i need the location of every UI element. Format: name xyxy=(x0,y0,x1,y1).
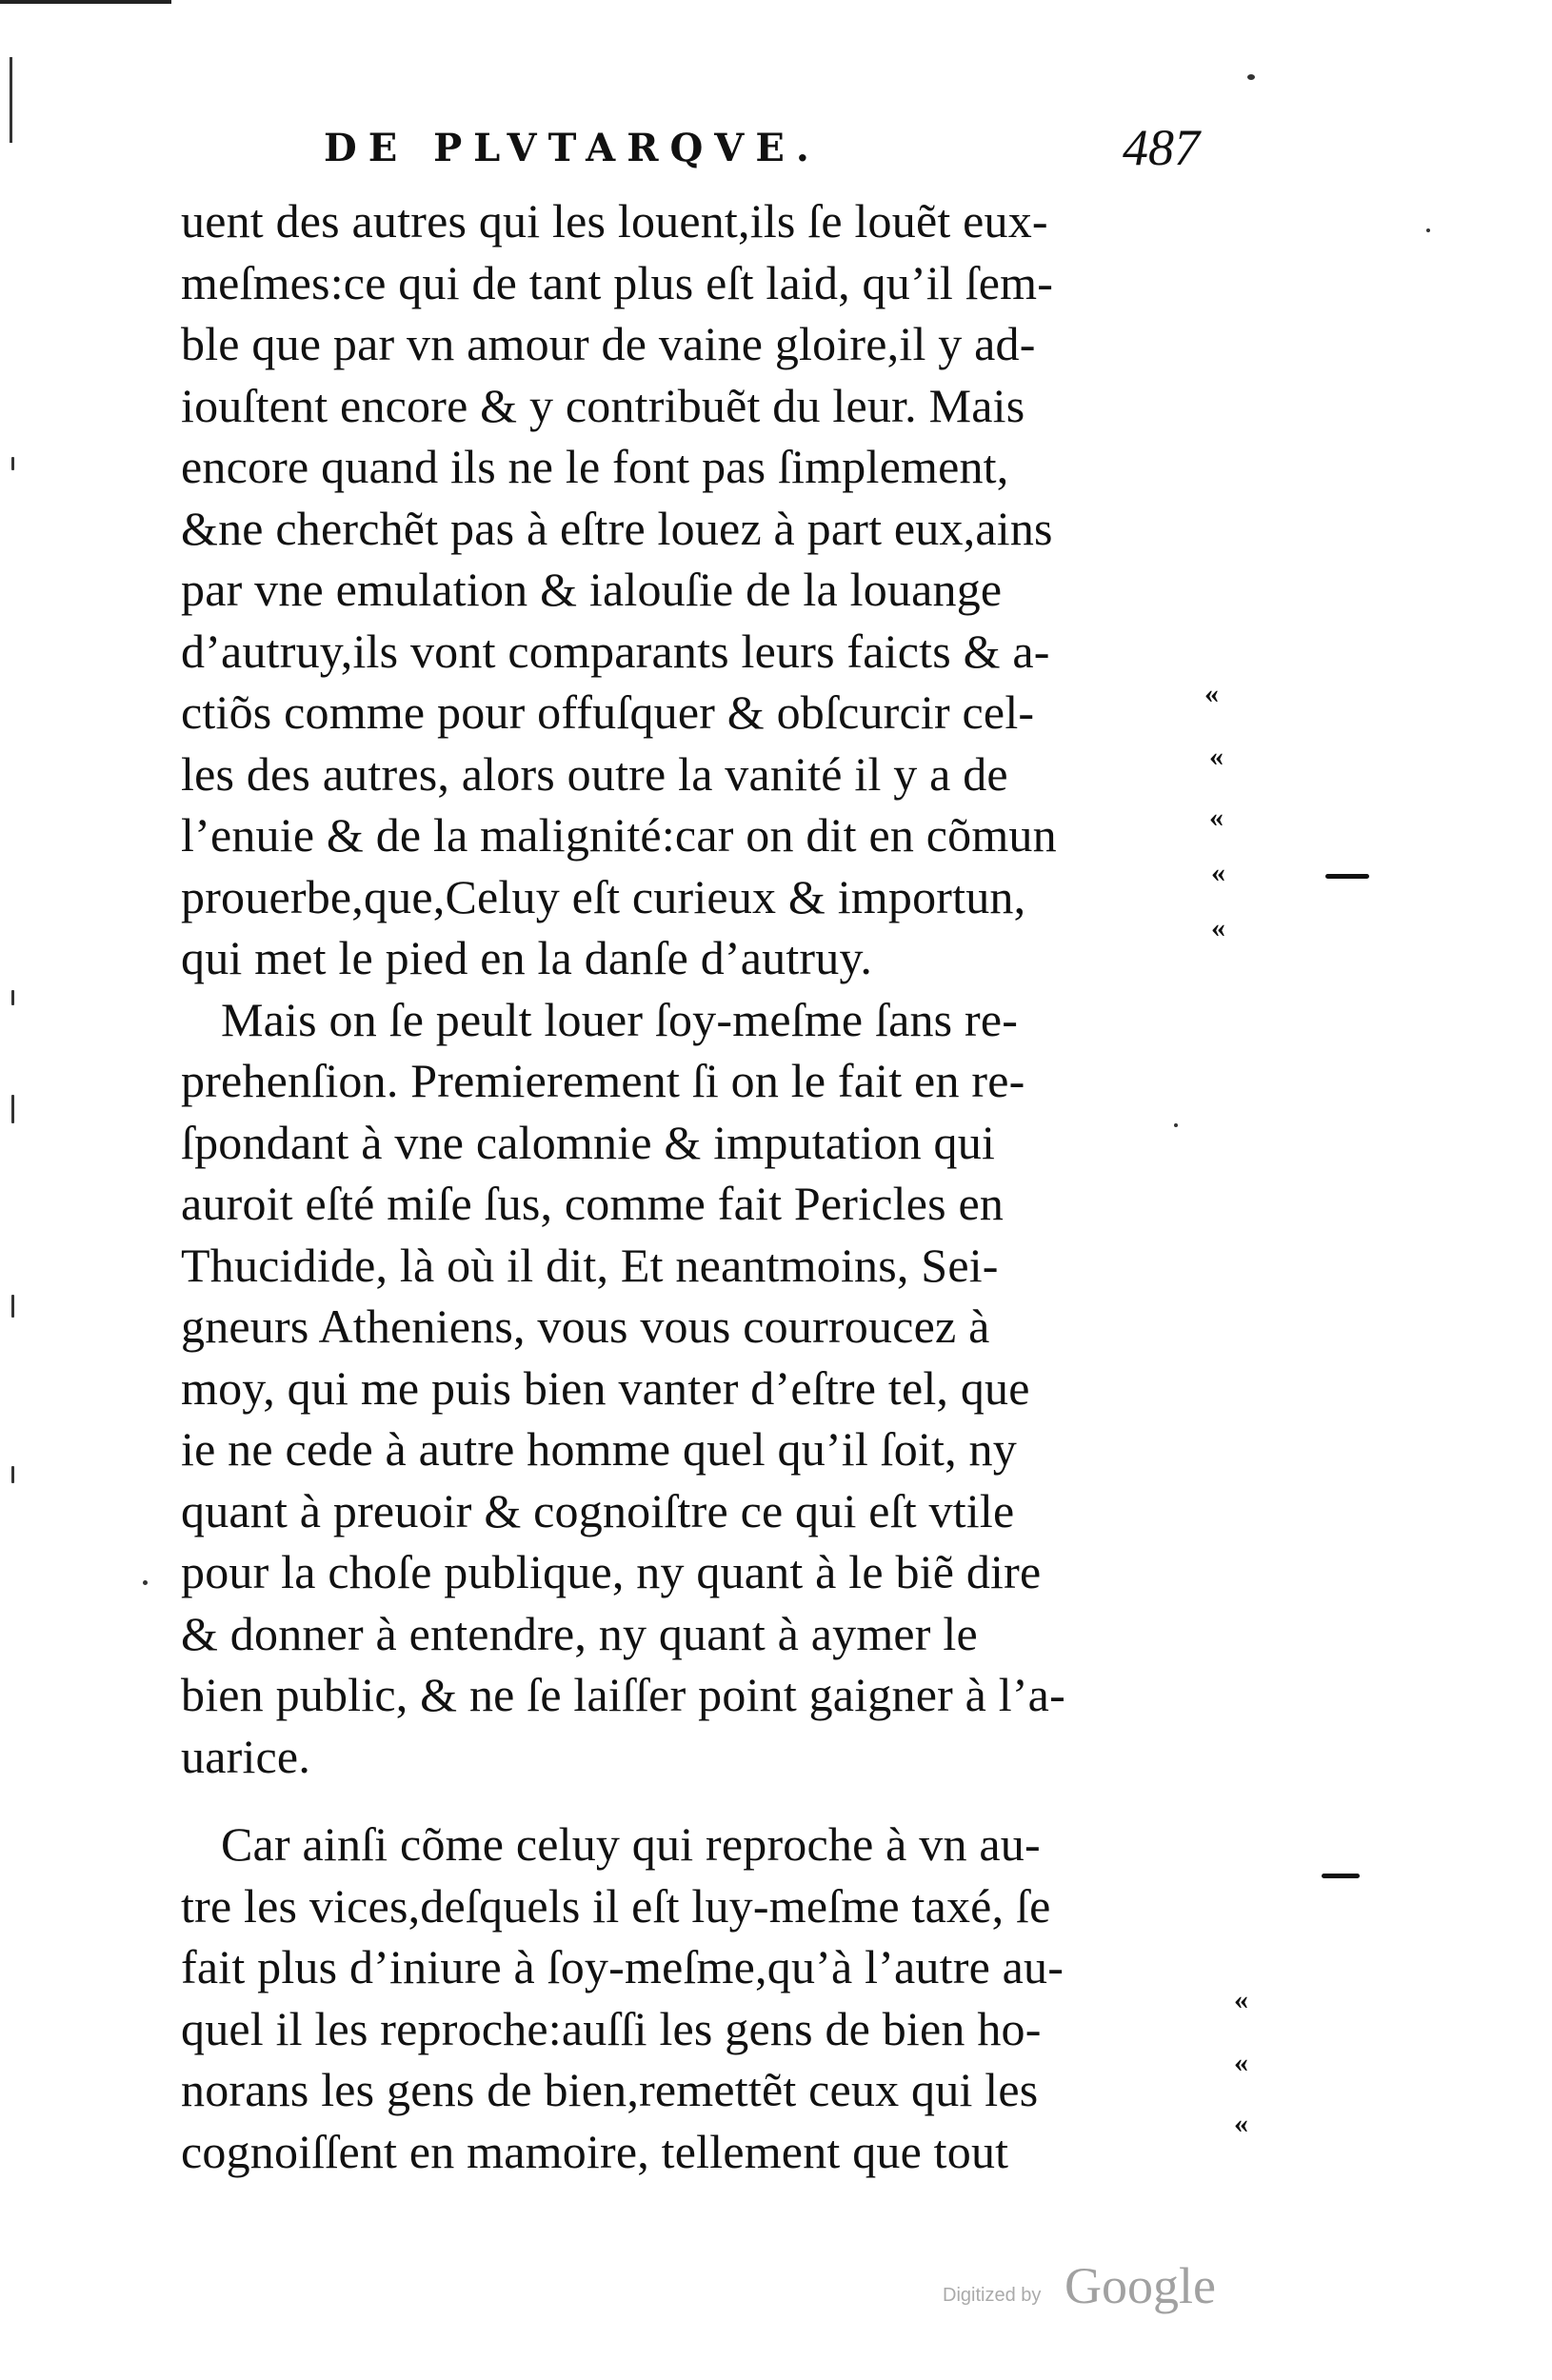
ink-speck xyxy=(143,1580,148,1585)
text-line: moy, qui me puis bien vanter d’eſtre tel, que xyxy=(181,1360,1030,1415)
text-line: l’enuie & de la malignité:car on dit en cõmun xyxy=(181,808,1057,862)
text-line: uent des autres qui les louent,ils ſe louẽt eux- xyxy=(181,194,1048,248)
margin-quote-mark: « xyxy=(1234,2047,1248,2078)
margin-quote-mark: « xyxy=(1209,741,1224,772)
text-line: gneurs Atheniens, vous vous courroucez à xyxy=(181,1299,990,1353)
text-line: quant à preuoir & cognoiſtre ce qui eſt vtile xyxy=(181,1483,1015,1537)
margin-quote-mark: « xyxy=(1211,857,1225,888)
text-line: tre les vices,deſquels il eſt luy-meſme taxé, ſe xyxy=(181,1878,1051,1933)
margin-quote-mark: « xyxy=(1209,802,1224,833)
ink-speck xyxy=(11,1466,14,1483)
margin-quote-mark: « xyxy=(1234,1984,1248,2015)
margin-dash-mark xyxy=(1325,874,1369,879)
text-line: encore quand ils ne le font pas ſimplement, xyxy=(181,440,1009,493)
paragraph-start-line: Mais on ſe peult louer ſoy-meſme ſans re- xyxy=(221,992,1019,1046)
text-line: Thucidide, là où il dit, Et neantmoins, Sei- xyxy=(181,1238,999,1292)
margin-quote-mark: « xyxy=(1204,678,1219,709)
margin-quote-mark: « xyxy=(1211,912,1225,943)
text-line: prehenſion. Premierement ſi on le fait en re- xyxy=(181,1054,1025,1107)
paragraph-start-line: Car ainſi cõme celuy qui reproche à vn au- xyxy=(221,1817,1041,1871)
page-number: 487 xyxy=(1123,119,1200,176)
body-text xyxy=(181,190,1209,2182)
text-line: uarice. xyxy=(181,1729,311,1783)
text-line: iouſtent encore & y contribuẽt du leur. Mais xyxy=(181,378,1025,432)
text-line: fait plus d’iniure à ſoy-meſme,qu’à l’autre au- xyxy=(181,1940,1065,1993)
text-line: &ne cherchẽt pas à eſtre louez à part eux,ains xyxy=(181,501,1053,555)
running-head xyxy=(324,119,1200,183)
text-line: pour la choſe publique, ny quant à le biẽ dire xyxy=(181,1545,1042,1598)
ink-speck xyxy=(11,1095,14,1123)
scan-edge-left xyxy=(10,57,12,143)
text-line: ctiõs comme pour offuſquer & obſcurcir cel- xyxy=(181,685,1035,739)
text-line: cognoiſſent en mamoire, tellement que tout xyxy=(181,2124,1009,2178)
text-line: meſmes:ce qui de tant plus eſt laid, qu’il ſem- xyxy=(181,255,1054,309)
text-line: ſpondant à vne calomnie & imputation qui xyxy=(181,1115,996,1169)
paragraph-gap xyxy=(181,1787,1209,1814)
ink-speck xyxy=(11,990,14,1005)
google-logo-text: Google xyxy=(1065,2257,1216,2314)
text-line: ie ne cede à autre homme quel qu’il ſoit, ny xyxy=(181,1422,1017,1476)
text-line: par vne emulation & ialouſie de la louange xyxy=(181,563,1003,616)
ink-speck xyxy=(11,1295,14,1318)
ink-speck xyxy=(11,457,14,470)
text-line: d’autruy,ils vont comparants leurs faicts & a- xyxy=(181,624,1050,678)
text-line: norans les gens de bien,remettẽt ceux qui les xyxy=(181,2063,1039,2116)
text-line: les des autres, alors outre la vanité il y a de xyxy=(181,746,1008,801)
margin-dash-mark xyxy=(1322,1874,1360,1878)
text-line: qui met le pied en la danſe d’autruy. xyxy=(181,931,873,984)
margin-quote-mark: « xyxy=(1234,2108,1248,2139)
text-line: prouerbe,que,Celuy eſt curieux & importun, xyxy=(181,869,1026,923)
text-line: & donner à entendre, ny quant à aymer le xyxy=(181,1606,978,1660)
running-title: DE PLVTARQVE. xyxy=(324,126,821,170)
text-line: ble que par vn amour de vaine gloire,il y ad- xyxy=(181,317,1036,370)
text-line: bien public, & ne ſe laiſſer point gaigner à l’a- xyxy=(181,1668,1065,1721)
text-line: quel il les reproche:auſſi les gens de bien ho- xyxy=(181,2001,1042,2055)
ink-speck xyxy=(1426,228,1430,232)
ink-speck xyxy=(1247,74,1255,80)
scan-edge-top xyxy=(0,0,171,4)
digitized-by-google-watermark xyxy=(943,2256,1266,2323)
digitized-by-label: Digitized by xyxy=(943,2285,1042,2306)
text-line: auroit eſté miſe ſus, comme fait Pericles en xyxy=(181,1177,1005,1230)
